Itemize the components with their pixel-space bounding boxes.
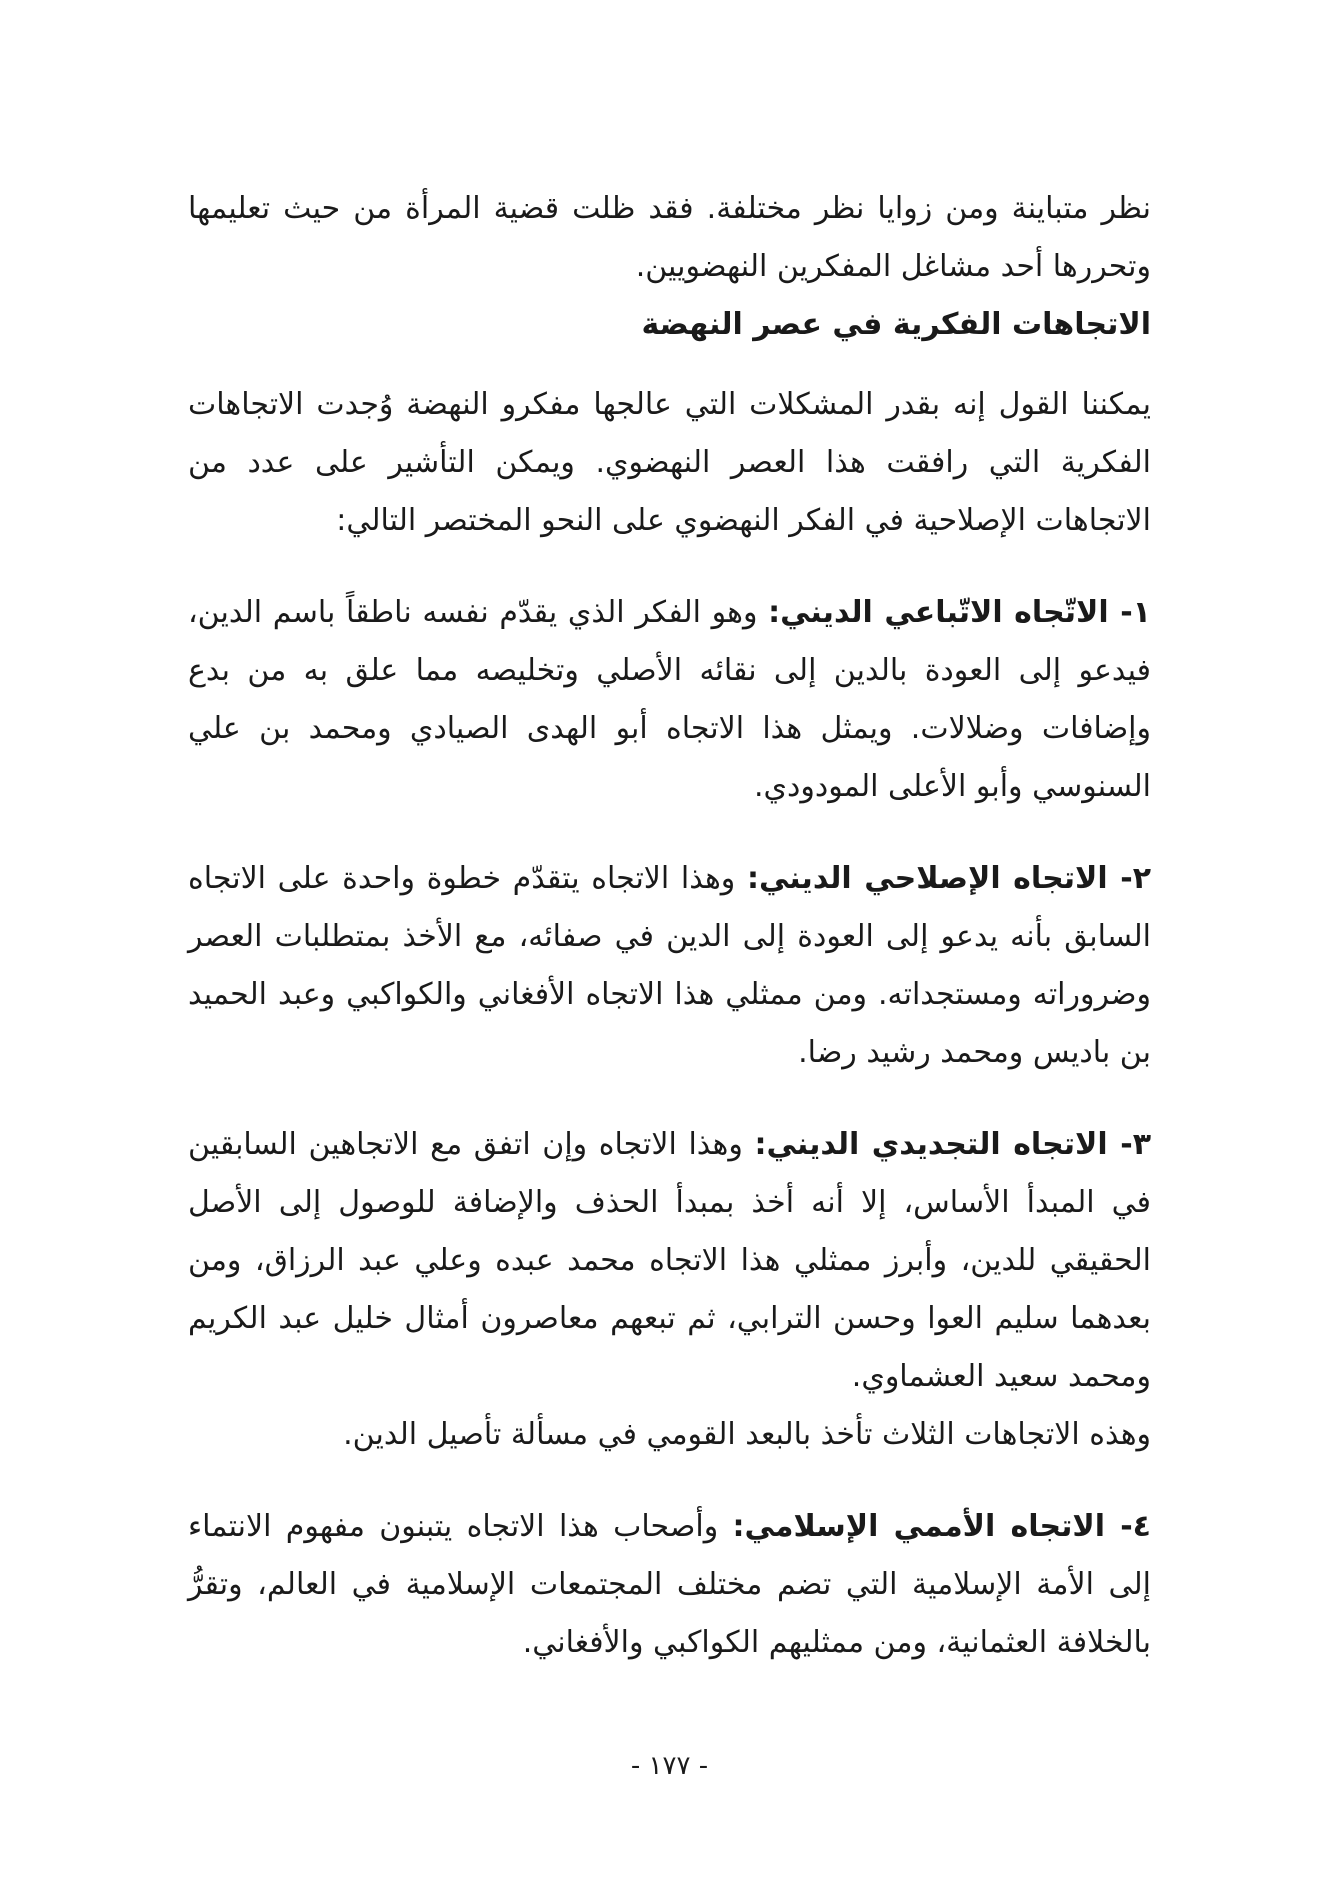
trend-3-body: وهذا الاتجاه وإن اتفق مع الاتجاهين السابقين في المبدأ الأساس، إلا أنه أخذ بمبدأ الحذف والإضافة للوصول إلى الأصل الحقيقي للدين، وأبرز ممثلي هذا الاتجاه محمد عبده وعلي عبد الرزاق، ومن بعدهما سليم العوا وحسن الترابي، ثم تبعهم معاصرون أمثال خليل عبد الكريم ومحمد سعيد العشماوي. [188, 1127, 1151, 1394]
section-heading: الاتجاهات الفكرية في عصر النهضة [641, 307, 1151, 342]
trend-2-body: وهذا الاتجاه يتقدّم خطوة واحدة على الاتجاه السابق بأنه يدعو إلى العودة إلى الدين في صفائه، مع الأخذ بمتطلبات العصر وضروراته ومستجداته. ومن ممثلي هذا الاتجاه الأفغاني والكواكبي وعبد الحميد بن باديس ومحمد رشيد رضا. [188, 861, 1151, 1070]
trend-4-paragraph [188, 1498, 1151, 1672]
section-opening-paragraph: يمكننا القول إنه بقدر المشكلات التي عالجها مفكرو النهضة وُجدت الاتجاهات الفكرية التي رافقت هذا العصر النهضوي. ويمكن التأشير على عدد من الاتجاهات الإصلاحية في الفكر النهضوي على النحو المختصر التالي: [188, 387, 1151, 538]
trend-3-term: ٣- الاتجاه التجديدي الديني: [754, 1127, 1151, 1162]
trend-3-paragraph [188, 1116, 1151, 1406]
intro-paragraph: نظر متباينة ومن زوايا نظر مختلفة. فقد ظلت قضية المرأة من حيث تعليمها وتحررها أحد مشاغل المفكرين النهضويين. [188, 191, 1151, 284]
page-body [188, 180, 1151, 1672]
trend-4-body: وأصحاب هذا الاتجاه يتبنون مفهوم الانتماء إلى الأمة الإسلامية التي تضم مختلف المجتمعات الإسلامية في العالم، وتقرُّ بالخلافة العثمانية، ومن ممثليهم الكواكبي والأفغاني. [188, 1509, 1151, 1660]
trend-1-paragraph [188, 584, 1151, 816]
page-number: - ١٧٧ - [630, 1751, 709, 1781]
trend-2-term: ٢- الاتجاه الإصلاحي الديني: [746, 861, 1151, 896]
trend-4-term: ٤- الاتجاه الأممي الإسلامي: [732, 1509, 1151, 1544]
trend-2-paragraph [188, 850, 1151, 1082]
national-dimension-note: وهذه الاتجاهات الثلاث تأخذ بالبعد القومي في مسألة تأصيل الدين. [343, 1417, 1151, 1452]
trend-1-term: ١- الاتّجاه الاتّباعي الديني: [768, 595, 1151, 630]
trend-1-body: وهو الفكر الذي يقدّم نفسه ناطقاً باسم الدين، فيدعو إلى العودة بالدين إلى نقائه الأصلي وتخليصه مما علق به من بدع وإضافات وضلالات. ويمثل هذا الاتجاه أبو الهدى الصيادي ومحمد بن علي السنوسي وأبو الأعلى المودودي. [188, 595, 1151, 804]
